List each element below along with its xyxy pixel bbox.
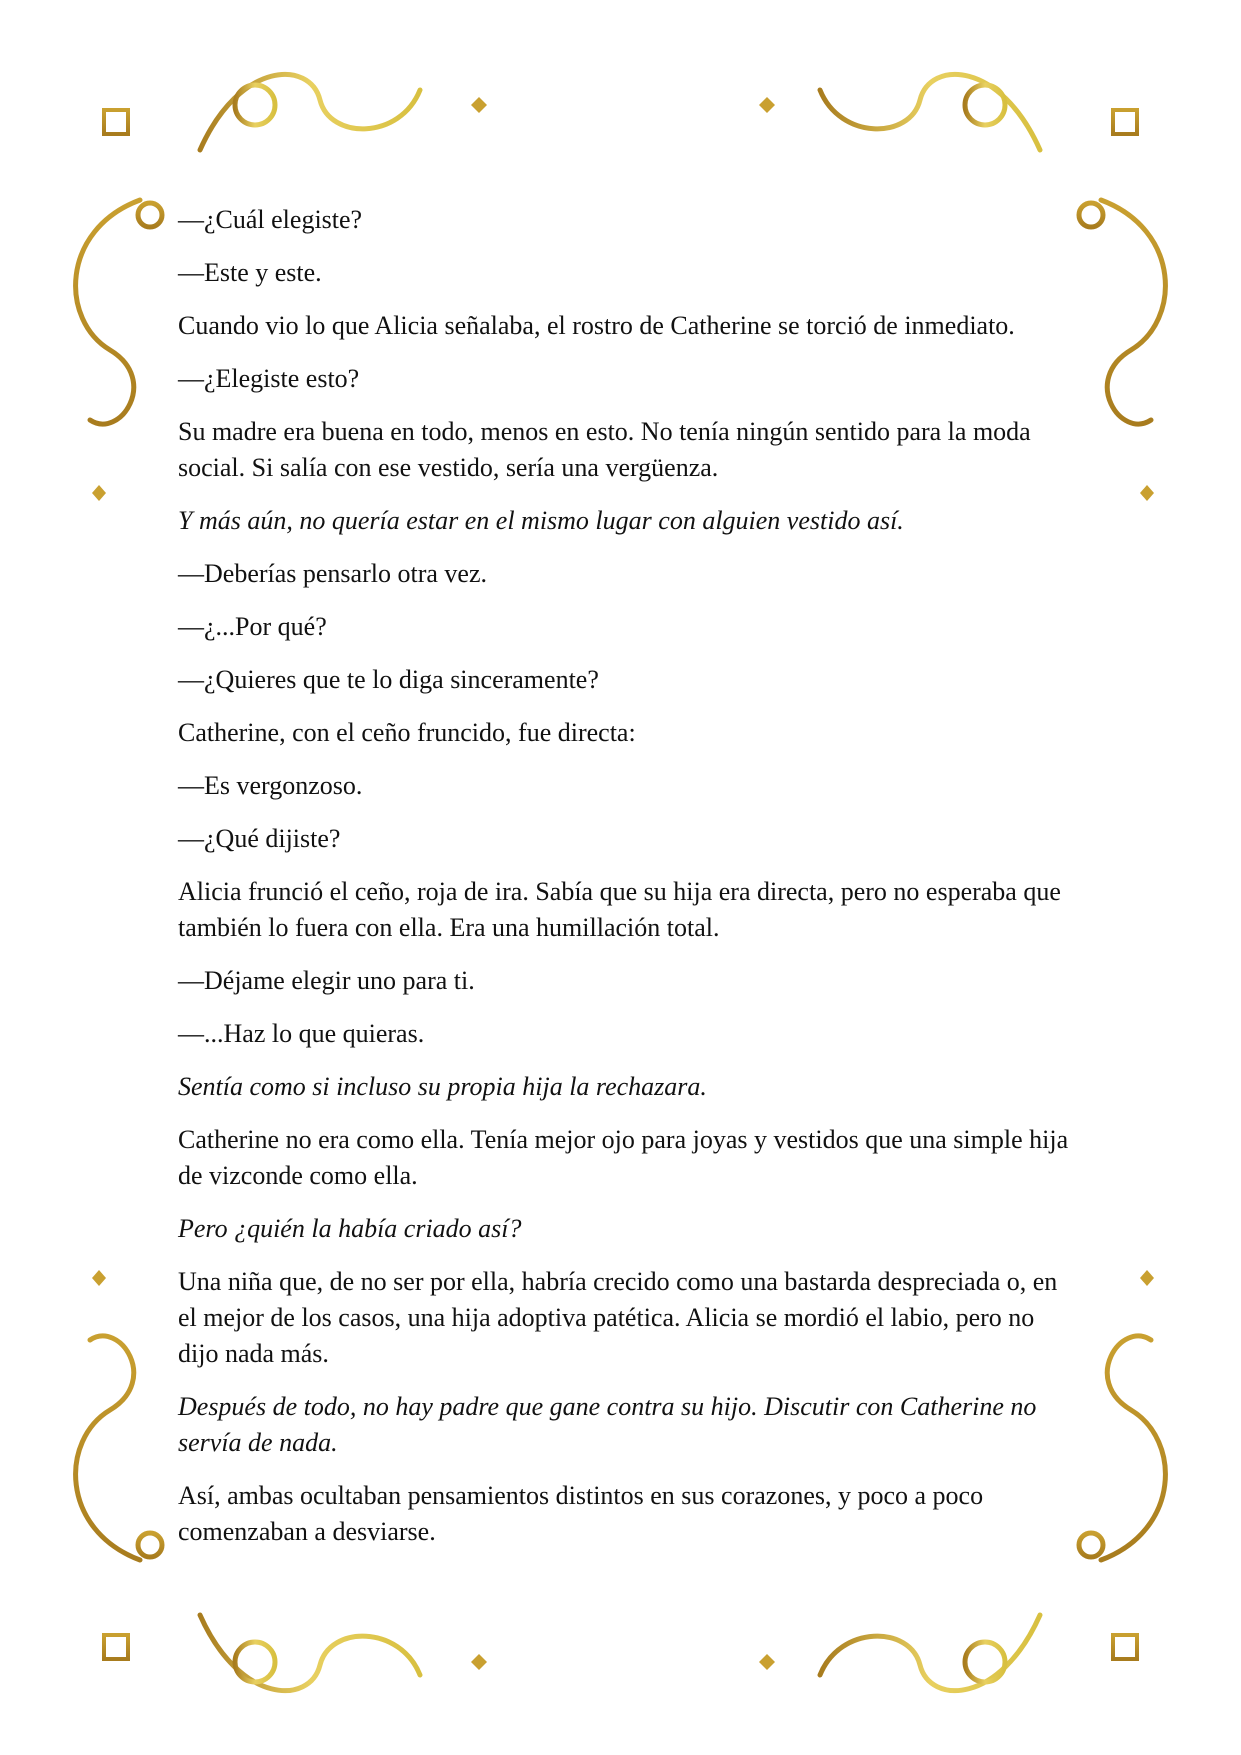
- paragraph: —¿Quieres que te lo diga sinceramente?: [178, 665, 599, 694]
- paragraph: Así, ambas ocultaban pensamientos distintos en sus corazones, y poco a poco comenzaban a desviarse.: [178, 1481, 984, 1546]
- paragraph: Catherine, con el ceño fruncido, fue directa:: [178, 718, 636, 747]
- paragraph: Catherine no era como ella. Tenía mejor ojo para joyas y vestidos que una simple hija de vizconde como ella.: [178, 1125, 1069, 1190]
- paragraph: Una niña que, de no ser por ella, habría crecido como una bastarda despreciada o, en el mejor de los casos, una hija adoptiva patética. Alicia se mordió el labio, pero no dijo nada más.: [178, 1267, 1058, 1368]
- paragraph: —¿Elegiste esto?: [178, 364, 360, 393]
- italic-paragraph: Pero ¿quién la había criado así?: [178, 1214, 522, 1243]
- italic-paragraph: Sentía como si incluso su propia hija la rechazara.: [178, 1072, 707, 1101]
- paragraph: —¿Qué dijiste?: [178, 824, 341, 853]
- paragraph: —Deberías pensarlo otra vez.: [178, 559, 487, 588]
- paragraph: —Este y este.: [178, 258, 322, 287]
- paragraph: —¿Cuál elegiste?: [178, 205, 363, 234]
- paragraph: Su madre era buena en todo, menos en esto. No tenía ningún sentido para la moda social. Si salía con ese vestido, sería una vergüenza.: [178, 417, 1031, 482]
- paragraph: —¿...Por qué?: [178, 612, 327, 641]
- paragraph: —Déjame elegir uno para ti.: [178, 966, 475, 995]
- paragraph: —Es vergonzoso.: [178, 771, 363, 800]
- document-body: [178, 202, 1078, 1567]
- paragraph: Alicia frunció el ceño, roja de ira. Sabía que su hija era directa, pero no esperaba que también lo fuera con ella. Era una humillación total.: [178, 877, 1061, 942]
- italic-paragraph: Después de todo, no hay padre que gane contra su hijo. Discutir con Catherine no servía de nada.: [178, 1392, 1037, 1457]
- paragraph: —...Haz lo que quieras.: [178, 1019, 425, 1048]
- paragraph: Cuando vio lo que Alicia señalaba, el rostro de Catherine se torció de inmediato.: [178, 311, 1015, 340]
- italic-paragraph: Y más aún, no quería estar en el mismo lugar con alguien vestido así.: [178, 506, 904, 535]
